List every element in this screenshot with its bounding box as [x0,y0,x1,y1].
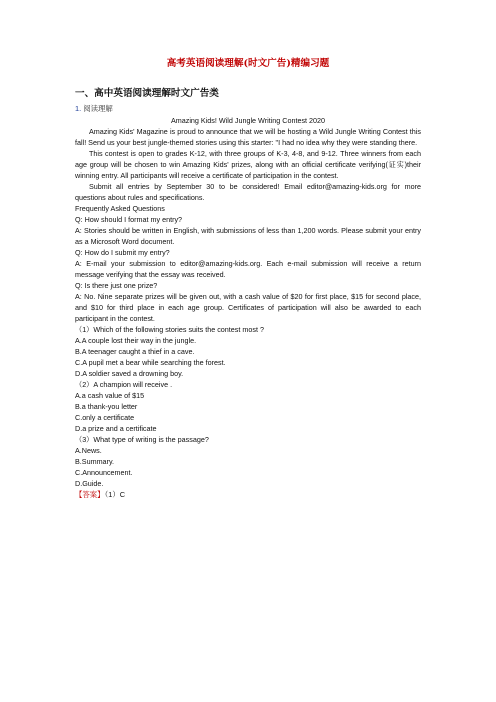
answer-text: （1）C [104,490,126,499]
question-3-option-d: D.Guide. [75,479,104,488]
answer-line [75,489,421,500]
faq-answer-2: A: E-mail your submission to editor@amazing-kids.org. Each e-mail submission will receive a return message verifying that the essay was received. [75,259,421,279]
question-3-option-b: B.Summary. [75,457,115,466]
question-2-option-d: D.a prize and a certificate [75,424,157,433]
question-2: （2）A champion will receive . [75,380,173,389]
article-title: Amazing Kids! Wild Jungle Writing Contest 2020 [170,116,326,125]
sub-heading-text: 阅读理解 [83,104,113,113]
question-1-option-d: D.A soldier saved a drowning boy. [75,369,184,378]
question-1-option-c: C.A pupil met a bear while searching the forest. [75,358,226,367]
question-2-option-c: C.only a certificate [75,413,135,422]
paragraph-3: Submit all entries by September 30 to be considered! Email editor@amazing-kids.org for more questions about rules and specifications. [75,182,421,202]
paragraph-1: Amazing Kids' Magazine is proud to announce that we will be hosting a Wild Jungle Writing Contest this fall! Send us your best jungle-themed stories using this starter: "I had no idea why they were standing there. [75,127,421,147]
paragraph-2: This contest is open to grades K-12, with three groups of K-3, 4-8, and 9-12. Three winners from each age group will be chosen to win Amazing Kids' prizes, along with an official certificate verifying(证实)their winning entry. All participants will receive a certificate of participation in the contest. [75,149,421,180]
section-heading: 一、高中英语阅读理解时文广告类 [75,88,219,99]
document-page [75,58,421,500]
question-3: （3）What type of writing is the passage? [75,435,209,444]
question-1-option-b: B.A teenager caught a thief in a cave. [75,347,195,356]
question-2-option-b: B.a thank-you letter [75,402,138,411]
faq-answer-1: A: Stories should be written in English, with submissions of less than 1,200 words. Please submit your entry as a Microsoft Word document. [75,226,421,246]
document-title: 高考英语阅读理解(时文广告)精编习题 [166,58,330,69]
faq-answer-3: A: No. Nine separate prizes will be given out, with a cash value of $20 for first place, $15 for second place, and $10 for third place in each age group. Certificates of participation will also be awarded to each participant in the contest. [75,292,421,323]
question-3-option-c: C.Announcement. [75,468,133,477]
question-3-option-a: A.News. [75,446,102,455]
faq-heading: Frequently Asked Questions [75,204,165,213]
question-1-option-a: A.A couple lost their way in the jungle. [75,336,197,345]
question-1: （1）Which of the following stories suits the contest most ? [75,325,264,334]
faq-question-3: Q: Is there just one prize? [75,281,158,290]
faq-question-2: Q: How do I submit my entry? [75,248,170,257]
sub-heading-number: 1. [75,104,82,113]
sub-heading [75,103,421,114]
answer-tag: 【答案】 [75,490,105,499]
faq-question-1: Q: How should I format my entry? [75,215,183,224]
question-2-option-a: A.a cash value of $15 [75,391,145,400]
